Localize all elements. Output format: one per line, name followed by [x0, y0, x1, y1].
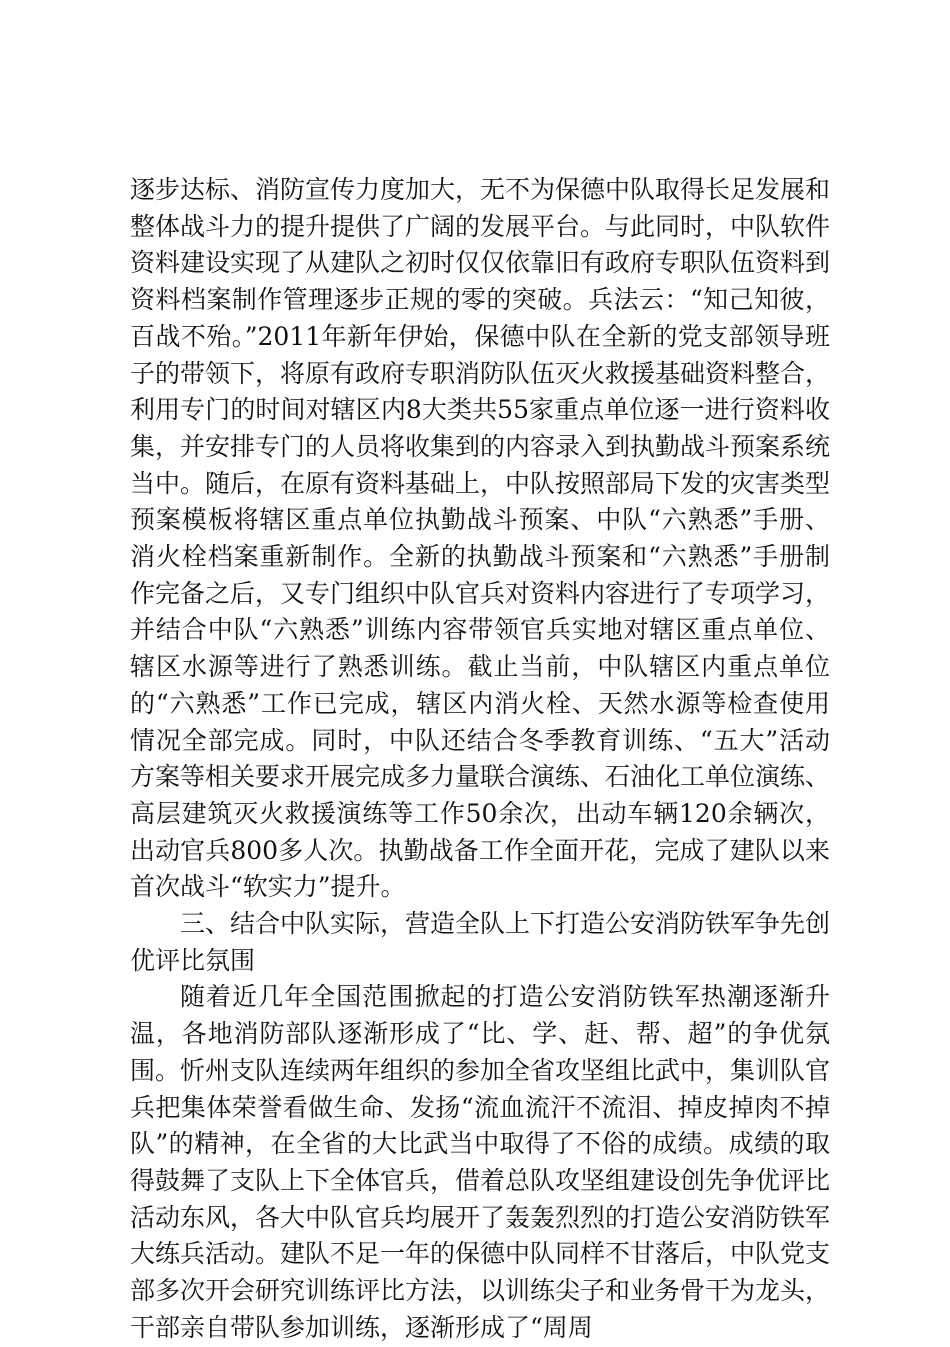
- body-paragraph: 随着近几年全国范围掀起的打造公安消防铁军热潮逐渐升温，各地消防部队逐渐形成了“比、学、赶、帮、超”的争优氛围。忻州支队连续两年组织的参加全省攻坚组比武中，集训队官兵把集体荣誉看做生命、发扬“流血流汗不流泪、掉皮掉肉不掉队”的精神，在全省的大比武当中取得了不俗的成绩。成绩的取得鼓舞了支队上下全体官兵，借着总队攻坚组建设创先争优评比活动东风，各大中队官兵均展开了轰轰烈烈的打造公安消防铁军大练兵活动。建队不足一年的保德中队同样不甘落后，中队党支部多次开会研究训练评比方法，以训练尖子和业务骨干为龙头，干部亲自带队参加训练，逐渐形成了“周周: [130, 982, 831, 1342]
- body-paragraph: 逐步达标、消防宣传力度加大，无不为保德中队取得长足发展和整体战斗力的提升提供了广阔的发展平台。与此同时，中队软件资料建设实现了从建队之初时仅仅依靠旧有政府专职队伍资料到资料档案制作管理逐步正规的零的突破。兵法云：“知己知彼，百战不殆。”2011年新年伊始，保德中队在全新的党支部领导班子的带领下，将原有政府专职消防队伍灭火救援基础资料整合，利用专门的时间对辖区内8大类共55家重点单位逐一进行资料收集，并安排专门的人员将收集到的内容录入到执勤战斗预案系统当中。随后，在原有资料基础上，中队按照部局下发的灾害类型预案模板将辖区重点单位执勤战斗预案、中队“六熟悉”手册、消火栓档案重新制作。全新的执勤战斗预案和“六熟悉”手册制作完备之后，又专门组织中队官兵对资料内容进行了专项学习，并结合中队“六熟悉”训练内容带领官兵实地对辖区重点单位、辖区水源等进行了熟悉训练。截止当前，中队辖区内重点单位的“六熟悉”工作已完成，辖区内消火栓、天然水源等检查使用情况全部完成。同时，中队还结合冬季教育训练、“五大”活动方案等相关要求开展完成多力量联合演练、石油化工单位演练、高层建筑灭火救援演练等工作50余次，出动车辆120余辆次，出动官兵800多人次。执勤战备工作全面开花，完成了建队以来首次战斗“软实力”提升。: [130, 175, 831, 902]
- document-page: [130, 172, 830, 1347]
- section-heading: 三、结合中队实际，营造全队上下打造公安消防铁军争先创优评比氛围: [130, 909, 831, 975]
